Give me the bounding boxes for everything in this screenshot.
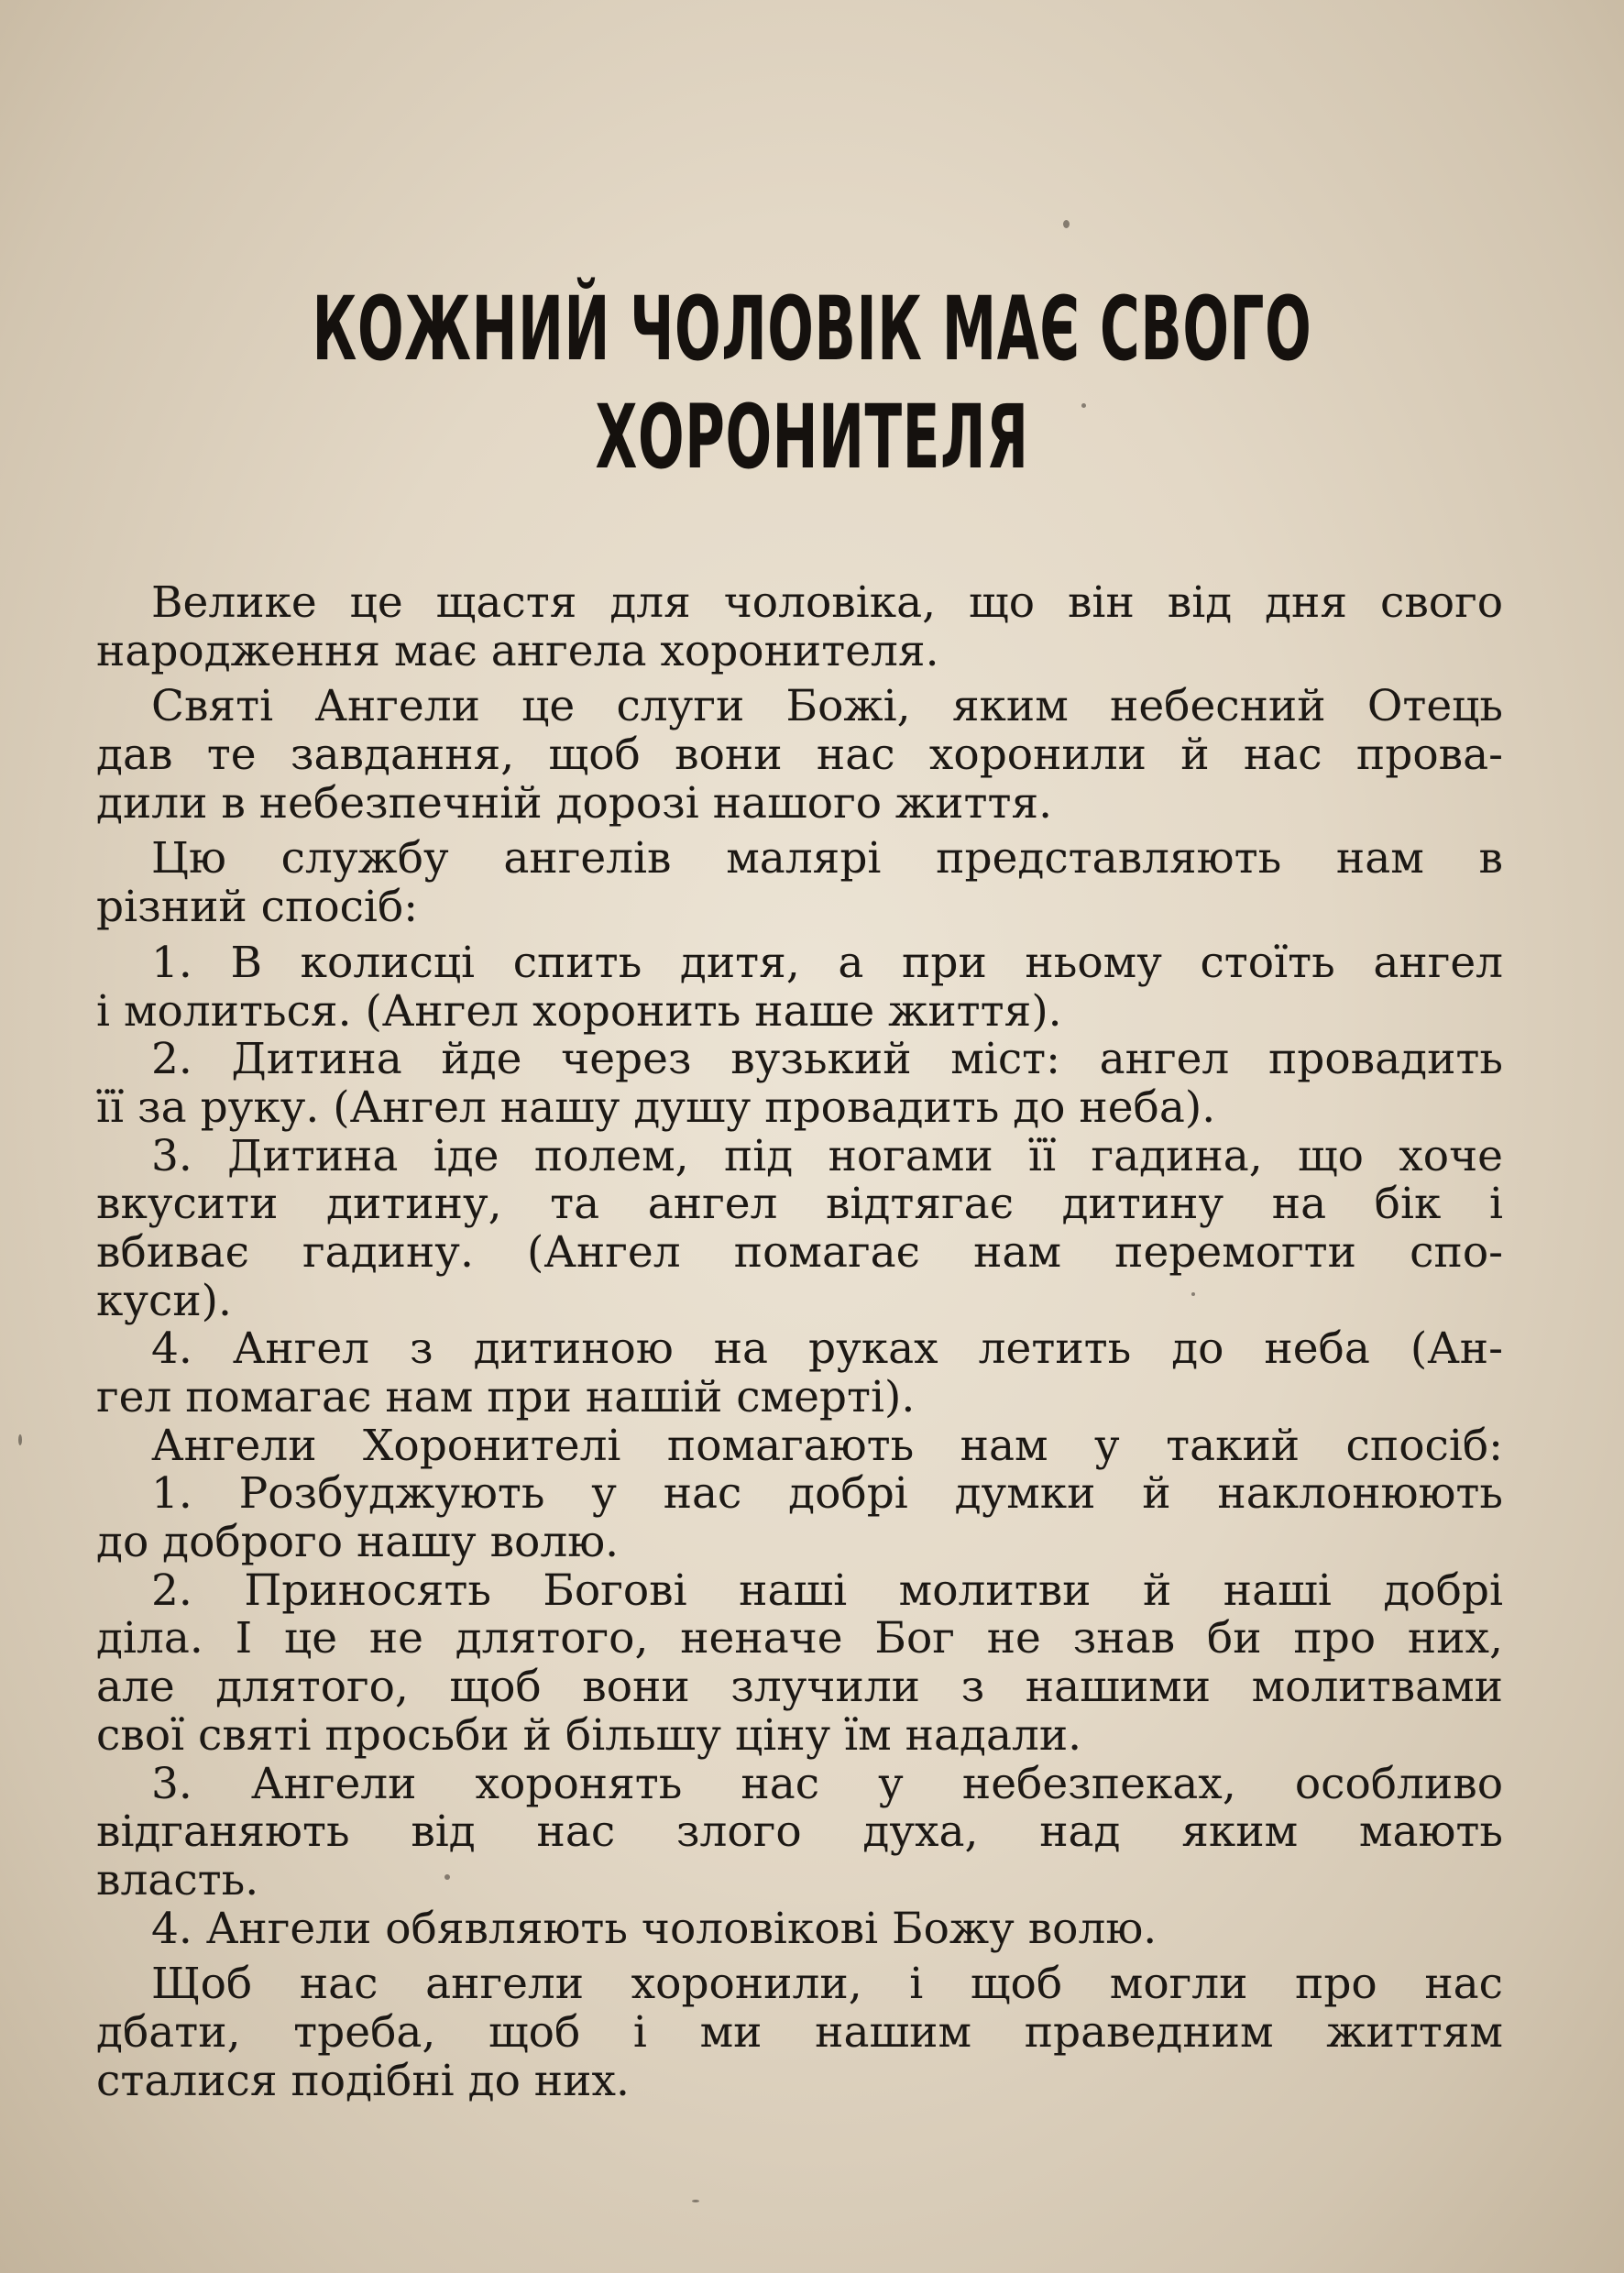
text-line: куси). (96, 1275, 232, 1326)
text-line: 4. Ангели обявляють чоловікові Божу волю. (151, 1903, 1158, 1954)
text-line: 4. Ангел з дитиною на руках летить до неба (Ан- (151, 1323, 1503, 1375)
text-line: діла. І це не длятого, неначе Бог не знав би про них, (96, 1613, 1503, 1664)
text-line: різний спосіб: (96, 882, 419, 933)
page-title (309, 275, 1316, 491)
text-line: відганяють від нас злого духа, над яким мають (96, 1806, 1503, 1858)
text-line: 1. Розбуджують у нас добрі думки й наклонюють (151, 1468, 1503, 1520)
text-line: 3. Ангели хоронять нас у небезпеках, особливо (151, 1758, 1503, 1809)
text-line: дбати, треба, щоб і ми нашим праведним життям (96, 2006, 1503, 2058)
text-line: але длятого, щоб вони злучили з нашими молитвами (96, 1662, 1503, 1713)
text-line: вбиває гадину. (Ангел помагає нам перемогти спо- (96, 1226, 1503, 1278)
text-line: гел помагає нам при нашій смерті). (96, 1372, 916, 1422)
text-line: дили в небезпечній дорозі нашого життя. (96, 777, 1053, 829)
text-line: сталися подібні до них. (96, 2055, 630, 2106)
article-body (96, 579, 1503, 2105)
title-line-1: КОЖНИЙ ЧОЛОВІК МАЄ СВОГО (312, 278, 1312, 380)
ink-speck (1063, 220, 1070, 228)
text-line: Ангели Хоронителі помагають нам у такий спосіб: (151, 1420, 1503, 1471)
text-line: Щоб нас ангели хоронили, і щоб могли про нас (151, 1959, 1503, 2010)
text-line: 3. Дитина іде полем, під ногами її гадина, що хоче (151, 1130, 1503, 1181)
text-line: Цю службу ангелів малярі представляють нам в (151, 833, 1503, 884)
text-line: до доброго нашу волю. (96, 1517, 620, 1568)
title-line-2: ХОРОНИТЕЛЯ (595, 386, 1029, 489)
text-line: Велике це щастя для чоловіка, що він від дня свого (151, 577, 1503, 628)
ink-speck (692, 2200, 699, 2202)
text-line: власть. (96, 1854, 259, 1905)
text-line: вкусити дитину, та ангел відтягає дитину на бік і (96, 1179, 1503, 1230)
text-line: 1. В колисці спить дитя, а при ньому стоїть ангел (151, 937, 1503, 988)
text-line: 2. Дитина йде через вузький міст: ангел провадить (151, 1034, 1503, 1085)
text-line: 2. Приносять Богові наші молитви й наші добрі (151, 1565, 1503, 1616)
text-line: і молиться. (Ангел хоронить наше життя). (96, 985, 1062, 1037)
ink-speck (18, 1434, 22, 1445)
text-line: народження має ангела хоронителя. (96, 625, 939, 676)
text-line: дав те завдання, щоб вони нас хоронили й нас прова- (96, 730, 1503, 781)
text-line: її за руку. (Ангел нашу душу провадить до неба). (96, 1082, 1216, 1133)
text-line: Святі Ангели це слуги Божі, яким небесний Отець (151, 681, 1503, 732)
text-line: свої святі просьби й більшу ціну їм надали. (96, 1709, 1082, 1761)
